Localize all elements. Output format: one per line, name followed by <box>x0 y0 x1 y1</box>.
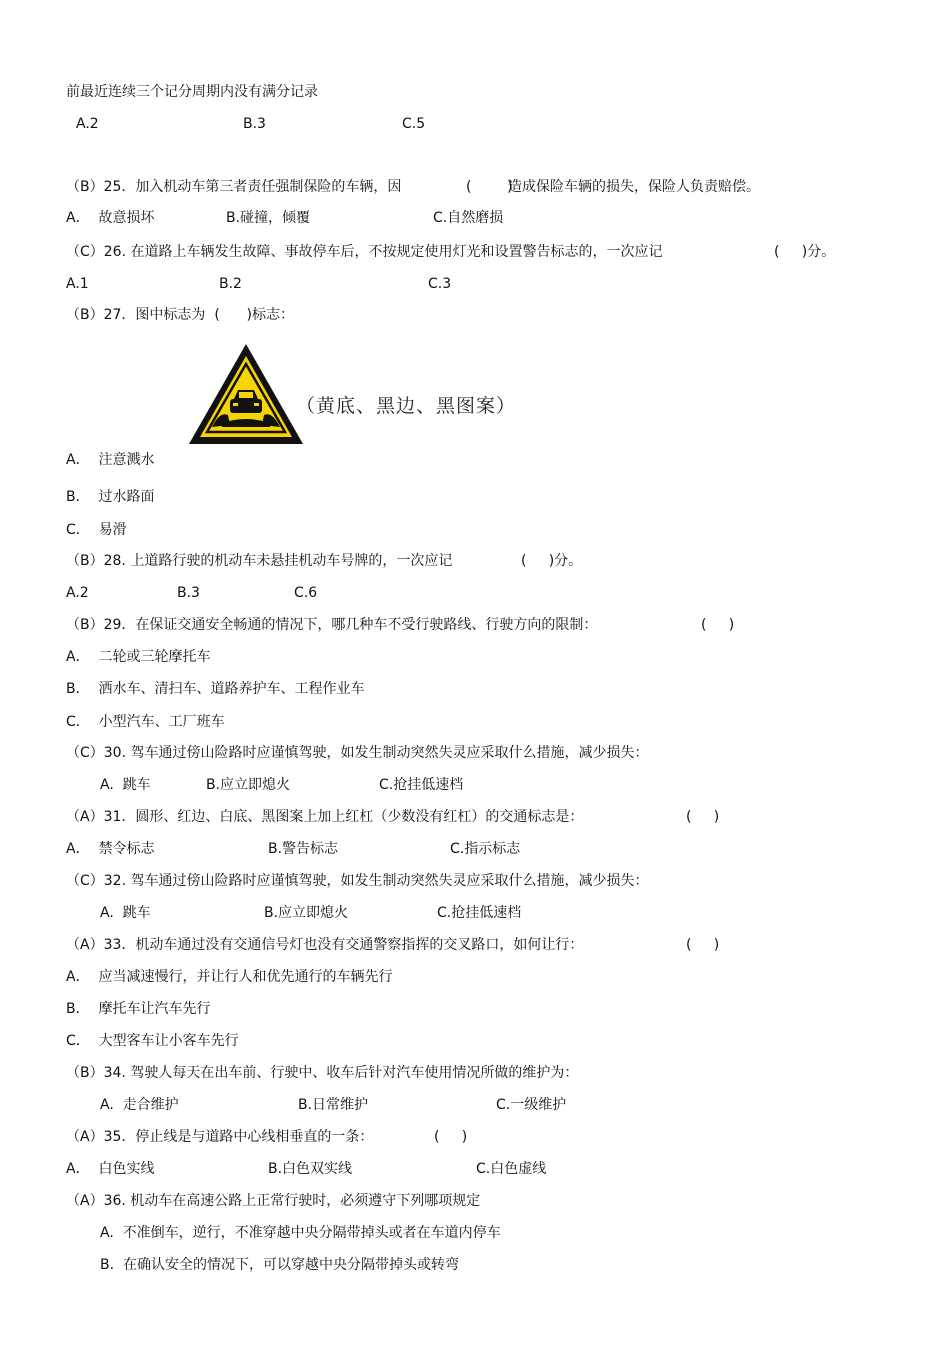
option-a: A． 二轮或三轮摩托车 <box>66 649 211 665</box>
option-b: B.应立即熄火 <box>264 905 349 921</box>
option-a: A.2 <box>66 585 89 601</box>
option-a: A. 跳车 <box>100 777 151 793</box>
question-26-tail: ( )分。 <box>774 244 836 260</box>
option-b: B.警告标志 <box>268 841 339 857</box>
option-b: B． 洒水车、清扫车、道路养护车、工程作业车 <box>66 681 365 697</box>
question-29-stem: （B）29．在保证交通安全畅通的情况下，哪几种车不受行驶路线、行驶方向的限制： <box>66 617 598 633</box>
option-b: B.白色双实线 <box>268 1161 353 1177</box>
option-c: C． 小型汽车、工厂班车 <box>66 714 225 730</box>
sign-caption: （黄底、黑边、黑图案） <box>296 395 517 417</box>
option-b: B． 过水路面 <box>66 489 155 505</box>
option-b: B.3 <box>243 116 266 132</box>
option-c: C.自然磨损 <box>433 210 504 226</box>
water-road-warning-sign-icon <box>186 341 306 447</box>
option-a: A. 跳车 <box>100 905 151 921</box>
question-32-stem: （C）32. 驾车通过傍山险路时应谨慎驾驶，如发生制动突然失灵应采取什么措施，减少损失： <box>66 873 649 889</box>
option-c: C.一级维护 <box>496 1097 567 1113</box>
option-b: B.3 <box>177 585 200 601</box>
option-c: C.5 <box>402 116 426 132</box>
question-31-stem: （A）31．圆形、红边、白底、黑图案上加上红杠（少数没有红杠）的交通标志是： <box>66 809 584 825</box>
option-a: A. 走合维护 <box>100 1097 179 1113</box>
question-25-blank: ( ) <box>466 179 513 195</box>
option-c: C.抢挂低速档 <box>437 905 522 921</box>
question-36-stem: （A）36. 机动车在高速公路上正常行驶时，必须遵守下列哪项规定 <box>66 1193 481 1209</box>
question-28-stem: （B）28. 上道路行驶的机动车未悬挂机动车号牌的，一次应记 <box>66 553 453 569</box>
option-b: B． 摩托车让汽车先行 <box>66 1001 211 1017</box>
option-a: A． 注意溅水 <box>66 452 155 468</box>
option-c: C.白色虚线 <box>476 1161 547 1177</box>
option-c: C． 大型客车让小客车先行 <box>66 1033 239 1049</box>
question-35-stem: （A）35．停止线是与道路中心线相垂直的一条： <box>66 1129 374 1145</box>
option-c: C.6 <box>294 585 318 601</box>
question-35-tail: ( ) <box>434 1129 468 1145</box>
question-26-stem: （C）26. 在道路上车辆发生故障、事故停车后，不按规定使用灯光和设置警告标志的，一次应记 <box>66 244 663 260</box>
option-a: A.1 <box>66 276 89 292</box>
question-33-stem: （A）33．机动车通过没有交通信号灯也没有交通警察指挥的交叉路口，如何让行： <box>66 937 584 953</box>
question-29-tail: ( ) <box>701 617 735 633</box>
option-a: A. 不准倒车，逆行，不准穿越中央分隔带掉头或者在车道内停车 <box>100 1225 501 1241</box>
option-a: A.2 <box>76 116 99 132</box>
option-b: B.2 <box>219 276 242 292</box>
question-25-stem: （B）25．加入机动车第三者责任强制保险的车辆，因 <box>66 179 402 195</box>
question-25-tail: 造成保险车辆的损失，保险人负责赔偿。 <box>508 179 760 195</box>
option-a: A． 故意损坏 <box>66 210 155 226</box>
option-a: A． 禁令标志 <box>66 841 155 857</box>
question-31-tail: ( ) <box>686 809 720 825</box>
option-c: C.3 <box>428 276 452 292</box>
option-b: B.日常维护 <box>298 1097 369 1113</box>
option-c: C.指示标志 <box>450 841 521 857</box>
question-27-stem: （B）27．图中标志为 ( )标志： <box>66 307 294 323</box>
question-33-tail: ( ) <box>686 937 720 953</box>
option-b: B.应立即熄火 <box>206 777 291 793</box>
option-b: B. 在确认安全的情况下，可以穿越中央分隔带掉头或转弯 <box>100 1257 459 1273</box>
option-a: A． 白色实线 <box>66 1161 155 1177</box>
option-b: B.碰撞，倾覆 <box>226 210 311 226</box>
option-a: A． 应当减速慢行，并让行人和优先通行的车辆先行 <box>66 969 393 985</box>
option-c: C.抢挂低速档 <box>379 777 464 793</box>
option-c: C． 易滑 <box>66 522 127 538</box>
question-28-tail: ( )分。 <box>521 553 583 569</box>
intro-line: 前最近连续三个记分周期内没有满分记录 <box>66 84 318 100</box>
question-30-stem: （C）30. 驾车通过傍山险路时应谨慎驾驶，如发生制动突然失灵应采取什么措施，减少损失： <box>66 745 649 761</box>
question-34-stem: （B）34. 驾驶人每天在出车前、行驶中、收车后针对汽车使用情况所做的维护为： <box>66 1065 579 1081</box>
